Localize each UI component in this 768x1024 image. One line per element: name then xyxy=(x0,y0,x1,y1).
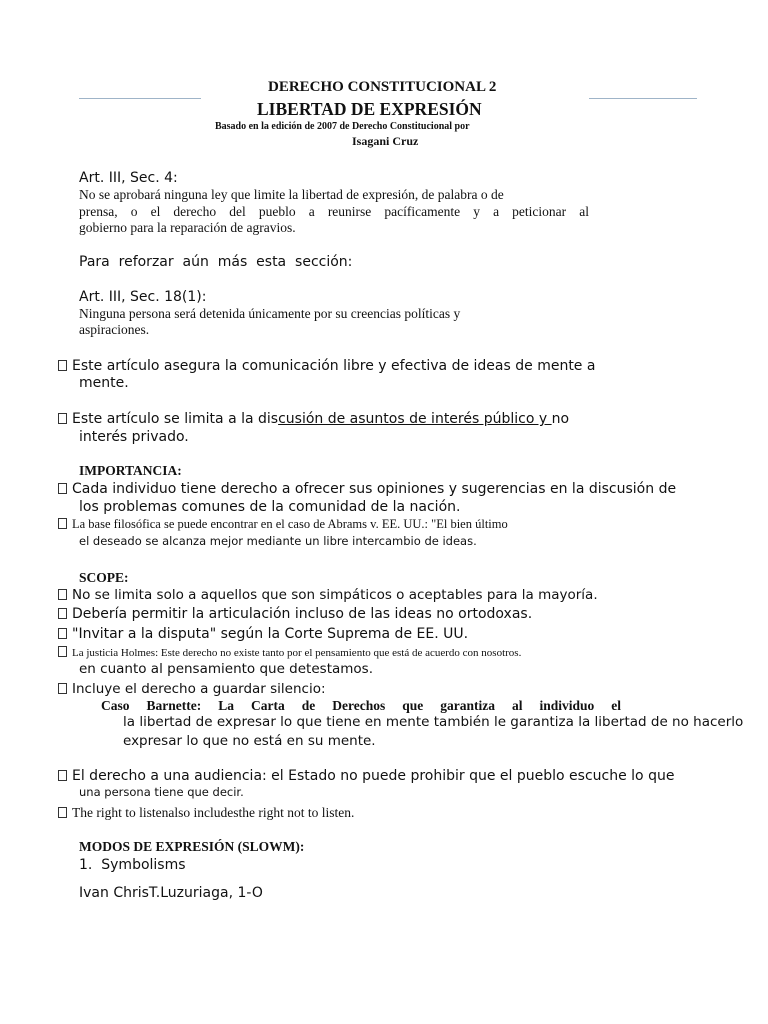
bullet-item xyxy=(58,606,532,622)
author-name: Isagani Cruz xyxy=(352,134,419,148)
bullet-item xyxy=(58,481,676,497)
bullet-text: no xyxy=(551,411,570,427)
underlined-text: cusión de asuntos de interés público y xyxy=(278,411,552,427)
art3-sec18-heading: Art. III, Sec. 18(1): xyxy=(79,289,207,305)
bullet-icon xyxy=(58,683,67,694)
art3-sec4-line: prensa, o el derecho del pueblo a reunirse pacíficamente y a peticionar al xyxy=(79,204,589,219)
bullet-continuation: una persona tiene que decir. xyxy=(79,785,244,799)
bullet-text: Cada individuo tiene derecho a ofrecer sus opiniones y sugerencias en la discusión de xyxy=(72,481,677,497)
bullet-text: No se limita solo a aquellos que son simpáticos o aceptables para la mayoría. xyxy=(72,587,598,603)
bullet-continuation: los problemas comunes de la comunidad de la nación. xyxy=(79,499,461,515)
bullet-item xyxy=(58,646,521,659)
bullet-text: Incluye el derecho a guardar silencio: xyxy=(72,681,326,697)
bullet-text: Este artículo se limita a la dis xyxy=(72,411,279,427)
art3-sec18-line: aspiraciones. xyxy=(79,322,150,337)
bullet-item xyxy=(58,768,674,784)
bullet-icon xyxy=(58,483,67,494)
art3-sec4-line: No se aprobará ninguna ley que limite la libertad de expresión, de palabra o de xyxy=(79,187,504,202)
bullet-item xyxy=(58,681,326,697)
bullet-text: Este artículo asegura la comunicación libre y efectiva de ideas de mente a xyxy=(72,358,596,374)
bullet-icon xyxy=(58,589,67,600)
bullet-icon xyxy=(58,628,67,639)
bullet-text: La justicia Holmes: Este derecho no existe tanto por el pensamiento que está de acuerdo con nosotros. xyxy=(72,647,522,659)
header-rule-left xyxy=(79,98,201,99)
bullet-item xyxy=(58,358,595,374)
bullet-continuation: mente. xyxy=(79,375,129,391)
source-line: Basado en la edición de 2007 de Derecho Constitucional por xyxy=(215,121,470,132)
bullet-item xyxy=(58,517,508,532)
barnette-line: Caso Barnette: La Carta de Derechos que garantiza al individuo el xyxy=(101,698,621,713)
bullet-continuation: interés privado. xyxy=(79,429,189,445)
bullet-icon xyxy=(58,413,67,424)
bullet-icon xyxy=(58,360,67,371)
bullet-icon xyxy=(58,646,67,657)
modos-heading: MODOS DE EXPRESIÓN (SLOWM): xyxy=(79,839,305,854)
bullet-icon xyxy=(58,518,67,529)
barnette-line: la libertad de expresar lo que tiene en mente también le garantiza la libertad de no hacerlo xyxy=(123,714,744,730)
barnette-line: expresar lo que no está en su mente. xyxy=(123,733,376,749)
art3-sec18-line: Ninguna persona será detenida únicamente por su creencias políticas y xyxy=(79,306,461,321)
art3-sec4-line: gobierno para la reparación de agravios. xyxy=(79,220,296,235)
bullet-continuation: en cuanto al pensamiento que detestamos. xyxy=(79,661,373,677)
importancia-heading: IMPORTANCIA: xyxy=(79,463,182,478)
bullet-item xyxy=(58,626,468,642)
document-title: DERECHO CONSTITUCIONAL 2 xyxy=(268,79,497,95)
bullet-item xyxy=(58,411,569,427)
bullet-text: "Invitar a la disputa" según la Corte Suprema de EE. UU. xyxy=(72,626,469,642)
scope-heading: SCOPE: xyxy=(79,570,129,585)
bullet-text: Debería permitir la articulación incluso de las ideas no ortodoxas. xyxy=(72,606,533,622)
footer-name: Ivan ChrisT.Luzuriaga, 1-O xyxy=(79,885,263,901)
document-subtitle: LIBERTAD DE EXPRESIÓN xyxy=(257,99,482,119)
bullet-text: La base filosófica se puede encontrar en el caso de Abrams v. EE. UU.: "El bien último xyxy=(72,517,508,531)
bullet-continuation: el deseado se alcanza mejor mediante un libre intercambio de ideas. xyxy=(79,534,477,548)
header-rule-right xyxy=(589,98,697,99)
bullet-item xyxy=(58,805,354,821)
modos-item: 1. Symbolisms xyxy=(79,857,186,873)
bullet-item xyxy=(58,587,598,603)
reinforce-text: Para reforzar aún más esta sección: xyxy=(79,254,353,270)
bullet-text: El derecho a una audiencia: el Estado no puede prohibir que el pueblo escuche lo que xyxy=(72,768,675,784)
bullet-icon xyxy=(58,608,67,619)
art3-sec4-heading: Art. III, Sec. 4: xyxy=(79,170,178,186)
bullet-icon xyxy=(58,807,67,818)
bullet-icon xyxy=(58,770,67,781)
bullet-text: The right to listenalso includesthe right not to listen. xyxy=(72,805,355,820)
